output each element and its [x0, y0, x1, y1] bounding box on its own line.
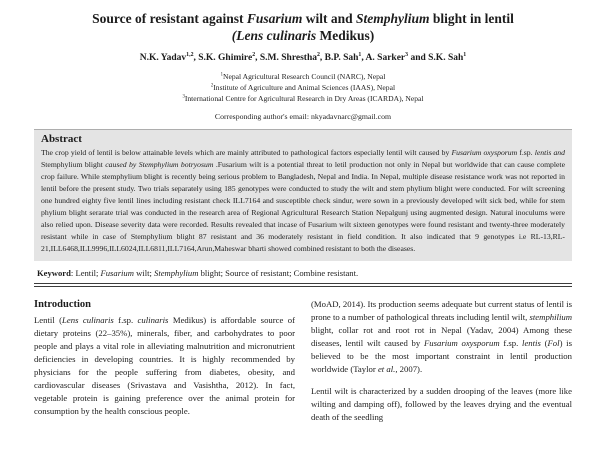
abstract-heading: Abstract	[41, 133, 82, 145]
abstract-section	[34, 129, 572, 261]
paper-title	[34, 10, 572, 44]
introduction-heading: Introduction	[34, 299, 91, 310]
affiliation-3: $^3$International Centre for Agricultural Research in Dry Areas (ICARDA), Nepal	[182, 94, 424, 103]
affiliation-1: $^1$Nepal Agricultural Research Council (NARC), Nepal	[220, 72, 386, 81]
left-column	[34, 298, 295, 424]
paper-title-line2: (Lens culinaris Medikus)	[231, 28, 375, 43]
section-divider-rule	[34, 283, 572, 287]
introduction-columns	[34, 298, 572, 424]
introduction-paragraph-right-2: Lentil wilt is characterized by a sudden drooping of the leaves (more like wilting and damping off), followed by the leaves drying and the eventual death of the seedling	[311, 386, 572, 422]
corresponding-author-email: Corresponding author's email: nkyadavnarc@gmail.com	[214, 112, 392, 121]
introduction-paragraph-left: Lentil (Lens culinaris f.sp. culinaris Medikus) is affordable source of dietary proteins (22–35%), minerals, fiber, and carbohydrates to poor people and plays a vital role in alleviating malnutrition and micronutrient deficiencies in developing countries. It is highly recommended by physicians for the people suffering from diabetes, obesity, and cardiovascular diseases (Srivastava and Vasishtha, 2012). In fact, vegetable protein is gaining preference over the animal protein for consumption by the health conscious people.	[34, 315, 295, 416]
author-list: N.K. Yadav$^{1,2}$, S.K. Ghimire$^2$, S.M. Shrestha$^2$, B.P. Sah$^1$, A. Sarker$^3$ and S.K. Sah$^1$	[139, 51, 467, 63]
right-column	[311, 298, 572, 424]
keywords-line: Keyword: Lentil; Fusarium wilt; Stemphylium blight; Source of resistant; Combine resistant.	[37, 268, 359, 278]
introduction-paragraph-right-1: (MoAD, 2014). Its production seems adequate but current status of lentil is prone to a number of pathological threats including lentil wilt, stemphilium blight, collar rot and root rot in Nepal (Yadav, 2004) Among these diseases, lentil wilt caused by Fusarium oxysporum f.sp. lentis (Fol) is believed to be the most important constraint in lentil production worldwide (Taylor et al., 2007).	[311, 299, 572, 374]
affiliation-2: $^2$Institute of Agriculture and Animal Sciences (IAAS), Nepal	[210, 83, 396, 92]
abstract-body: The crop yield of lentil is below attainable levels which are mainly attributed to pathological factors especially lentil wilt caused by Fusarium oxysporum f.sp. lentis and Stemphylium blight caused by Stemphylium botryosum .Fusarium wilt is a potential threat to letil production not only in Nepal but worldwide that can cause complete crop failure. While stemphylium blight is recently being serious problem to Bangladesh, Nepal and India. In Nepal, multiple disease resistance work was not reported in lentil before the present study. Two trials separately using 185 genotypes were conducted to study the wilt and stem phylium blight were conducted. For wilt screening one hundred eighty five lentil lines including resistant check ILL7164 and susceptible check sindur, were sown in a previously developed wilt sick bed, while for stem phylium blight serarate trial was conducted in the research area of Regional Agricultural Research Station Nepalgunj using augmented design. Natural inoculums were also relied upon. Disease severity data were recorded. Results revealed that incase of Fusarium wilt sixteen genotypes were found resistant and twenty-three moderately resistant while in case of Stemphylium blight 87 resistant and 36 moderately resistant in field condition. It also indicated that 9 genotypes i.e RL-13,RL-21,ILL6468,ILL9996,ILL6024,ILL6811,ILL7164,Arun,Maheswar bharti showed combined resistant to both the diseases.	[41, 148, 565, 253]
paper-title-line1: Source of resistant against Fusarium wilt and Stemphylium blight in lentil	[92, 11, 514, 26]
affiliations	[34, 71, 572, 104]
